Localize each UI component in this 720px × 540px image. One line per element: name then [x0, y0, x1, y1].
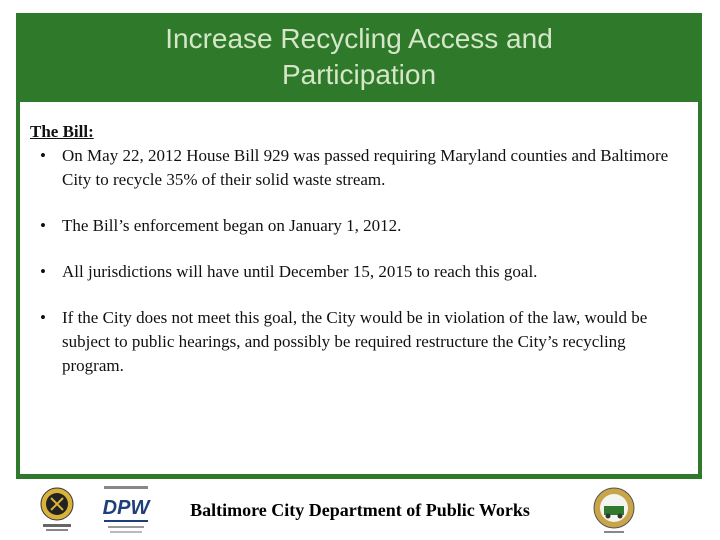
bullet-item [30, 306, 688, 378]
city-seal-logo-icon [40, 484, 74, 536]
bullet-text: All jurisdictions will have until December 15, 2015 to reach this goal. [62, 262, 538, 281]
section-label: The Bill: [30, 122, 94, 141]
bullet-icon: • [40, 308, 46, 327]
slide-frame [16, 13, 702, 479]
slide-title [16, 13, 702, 101]
bullet-item [30, 214, 688, 238]
bullet-item [30, 260, 688, 284]
footer-org-name: Baltimore City Department of Public Works [190, 500, 530, 520]
bullet-icon: • [40, 216, 46, 235]
slide-footer [0, 480, 720, 540]
slide-title-text: Increase Recycling Access and Participation [165, 23, 553, 90]
bullet-text: On May 22, 2012 House Bill 929 was passed requiring Maryland counties and Baltimore City to recycle 35% of their solid waste stream. [62, 146, 669, 189]
slide-content [20, 102, 698, 474]
dpw-logo-icon [100, 484, 152, 536]
bullet-text: If the City does not meet this goal, the City would be in violation of the law, would be subject to public hearings, and possibly be required restructure the City’s recycling program. [62, 308, 648, 375]
bullet-icon: • [40, 146, 46, 165]
bullet-text: The Bill’s enforcement began on January 1, 2012. [62, 216, 402, 235]
bullet-icon: • [40, 262, 46, 281]
bureau-seal-logo-icon [592, 486, 636, 536]
bullet-item [30, 144, 688, 192]
svg-text:DPW: DPW [102, 497, 150, 519]
